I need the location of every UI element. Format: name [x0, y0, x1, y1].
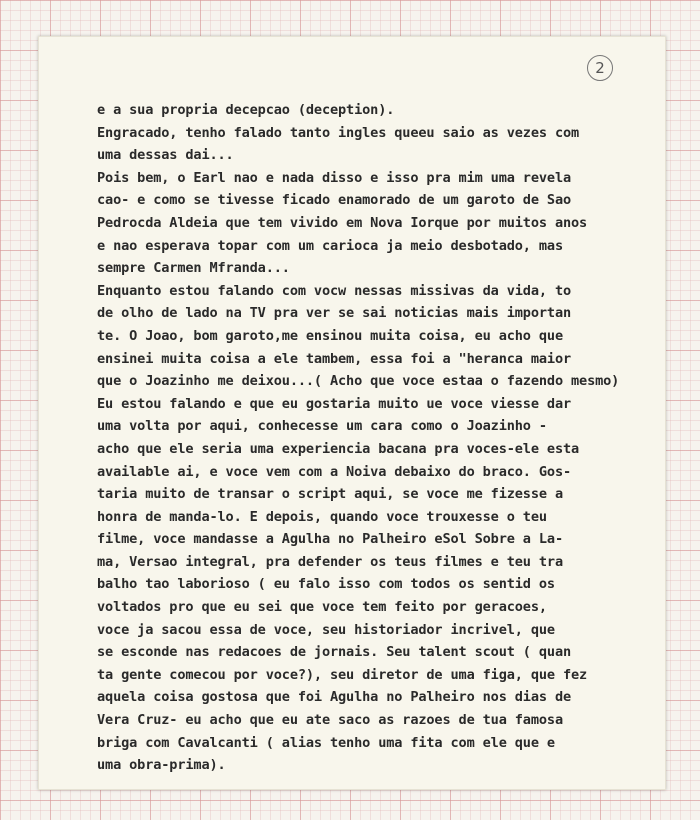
text-line: que o Joazinho me deixou...( Acho que voce estaa o fazendo mesmo) [97, 373, 620, 390]
text-line: te. O Joao, bom garoto,me ensinou muita coisa, eu acho que [97, 327, 563, 344]
text-line: Eu estou falando e que eu gostaria muito ue voce viesse dar [97, 395, 572, 412]
text-line: briga com Cavalcanti ( alias tenho uma fita com ele que e [97, 734, 555, 751]
text-line: Pois bem, o Earl nao e nada disso e isso pra mim uma revela [97, 169, 572, 186]
text-line: balho tao laborioso ( eu falo isso com todos os sentid os [97, 576, 555, 593]
text-line: honra de manda-lo. E depois, quando voce trouxesse o teu [97, 508, 547, 525]
text-line: e nao esperava topar com um carioca ja meio desbotado, mas [97, 237, 563, 254]
text-line: ta gente comecou por voce?), seu diretor de uma figa, que fez [97, 666, 588, 683]
text-line: ma, Versao integral, pra defender os teus filmes e teu tra [97, 553, 563, 570]
text-line: voce ja sacou essa de voce, seu historiador incrivel, que [97, 621, 555, 638]
text-line: voltados pro que eu sei que voce tem feito por geracoes, [97, 599, 547, 616]
text-line: filme, voce mandasse a Agulha no Palheiro eSol Sobre a La- [97, 531, 563, 548]
text-line: acho que ele seria uma experiencia bacana pra voces-ele esta [97, 440, 580, 457]
page-number: 2 [587, 55, 613, 81]
text-line: Enquanto estou falando com vocw nessas missivas da vida, to [97, 282, 572, 299]
text-line: available ai, e voce vem com a Noiva debaixo do braco. Gos- [97, 463, 572, 480]
text-line: Vera Cruz- eu acho que eu ate saco as razoes de tua famosa [97, 712, 563, 729]
text-line: uma volta por aqui, conhecesse um cara como o Joazinho - [97, 418, 547, 435]
text-line: uma obra-prima). [97, 757, 226, 774]
text-line: e a sua propria decepcao (deception). [97, 102, 395, 118]
text-line: de olho de lado na TV pra ver se sai noticias mais importan [97, 305, 572, 322]
typewritten-text [97, 99, 662, 777]
text-line: ensinei muita coisa a ele tambem, essa foi a "heranca maior [97, 350, 572, 367]
text-line: aquela coisa gostosa que foi Agulha no Palheiro nos dias de [97, 689, 572, 706]
text-line: uma dessas dai... [97, 147, 234, 164]
text-line: taria muito de transar o script aqui, se voce me fizesse a [97, 486, 563, 503]
text-line: Engracado, tenho falado tanto ingles queeu saio as vezes com [97, 124, 580, 141]
text-line: Pedrocda Aldeia que tem vivido em Nova Iorque por muitos anos [97, 214, 588, 231]
text-line: cao- e como se tivesse ficado enamorado de um garoto de Sao [97, 192, 572, 209]
text-line: sempre Carmen Mfranda... [97, 260, 290, 277]
typewritten-page [38, 36, 666, 790]
text-line: se esconde nas redacoes de jornais. Seu talent scout ( quan [97, 644, 572, 661]
